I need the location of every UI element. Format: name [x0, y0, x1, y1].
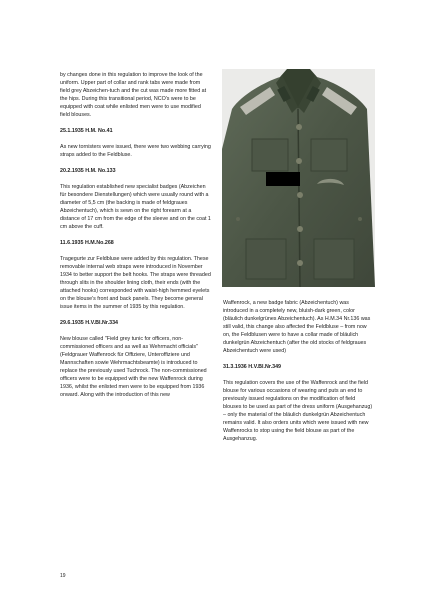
paragraph: As new tornisters were issued, there were two webbing carrying straps added to the Feldbluse. [60, 144, 211, 158]
page-number: 19 [60, 573, 66, 579]
paragraph: This regulation covers the use of the Waffenrock and the field blouse for various occasions of wearing and puts an end to previously issued regulations on the modification of field blouses to be used as part of the dress uniform (Ausgehanzug) – only the material of the bläulich dunkelgrün Abzeichentuch remains valid. It also orders units which were issued with new Waffenrocks to stop using the field blouse as part of the Ausgehanzug. [223, 380, 373, 442]
paragraph: Tragegurte zur Feldbluse were added by this regulation. These removable internal web straps were introduced in November 1934 to better support the belt hooks. The straps were threaded through slits in the shoulder lining cloth, their ends (with the attached hooks) corresponded with waist-high hemmed eyelets on the blouse's front and back panels. They become general issue items in the summer of 1935 by this regulation. [60, 256, 211, 310]
paragraph-intro: by changes done in this regulation to improve the look of the uniform. Upper part of collar and rank tabs were made from field grey Abzeichen-tuch and the cut was made more fitted at the hips. During this transitional period, NCO's were to be equipped with coat while enlisted men were to use modified field blouses. [60, 72, 207, 118]
tunic-illustration [222, 69, 375, 287]
regulation-heading: 25.1.1935 H.M. No.41 [60, 128, 113, 134]
paragraph: Waffenrock, a new badge fabric (Abzeichentuch) was introduced in a completely new, bluish-dark green, color (bläulich dunkelgrünes Abzeichentuch). As H.M.34 Nr.136 was still valid, this change also affected the Feldbluse – from now on, the Feldblusen were to have a collar made of bläulich dunkelgrün Abzeichentuch (after the old stocks of feldgraues Abzeichentuch were used) [223, 300, 371, 354]
right-text-column [223, 299, 373, 443]
paragraph: New blouse called "Field grey tunic for officers, non-commissioned officers and as well as Wehrmacht officials" (Feldgrauer Waffenrock für Offiziere, Unteroffiziere und Mannschaften sowie Wehrmachtsbeamte) is introduced to replace the previously used Tuchrock. The non-commissioned officers were to be equipped with the new Waffenrock during 1936, whilst the enlisted men were to be equipped from 1936 onward. Along with the introduction of this new [60, 336, 207, 398]
paragraph: This regulation established new specialist badges (Abzeichen für besondere Dienstellungen) which were usually round with a diameter of 5,5 cm (the backing is made of feldgraues Abzeichentuch), which is sewn on the right forearm at a distance of 17 cm from the edge of the sleeve and on the coat 1 cm above the cuff. [60, 184, 211, 230]
regulation-heading: 29.6.1935 H.V.Bl.Nr.334 [60, 320, 119, 326]
left-text-column [60, 71, 211, 399]
regulation-heading: 31.3.1936 H.V.Bl.Nr.349 [223, 364, 282, 370]
regulation-heading: 20.2.1935 H.M. No.133 [60, 168, 116, 174]
regulation-heading: 11.6.1935 H.M.No.268 [60, 240, 114, 246]
uniform-tunic-photo [222, 69, 375, 287]
